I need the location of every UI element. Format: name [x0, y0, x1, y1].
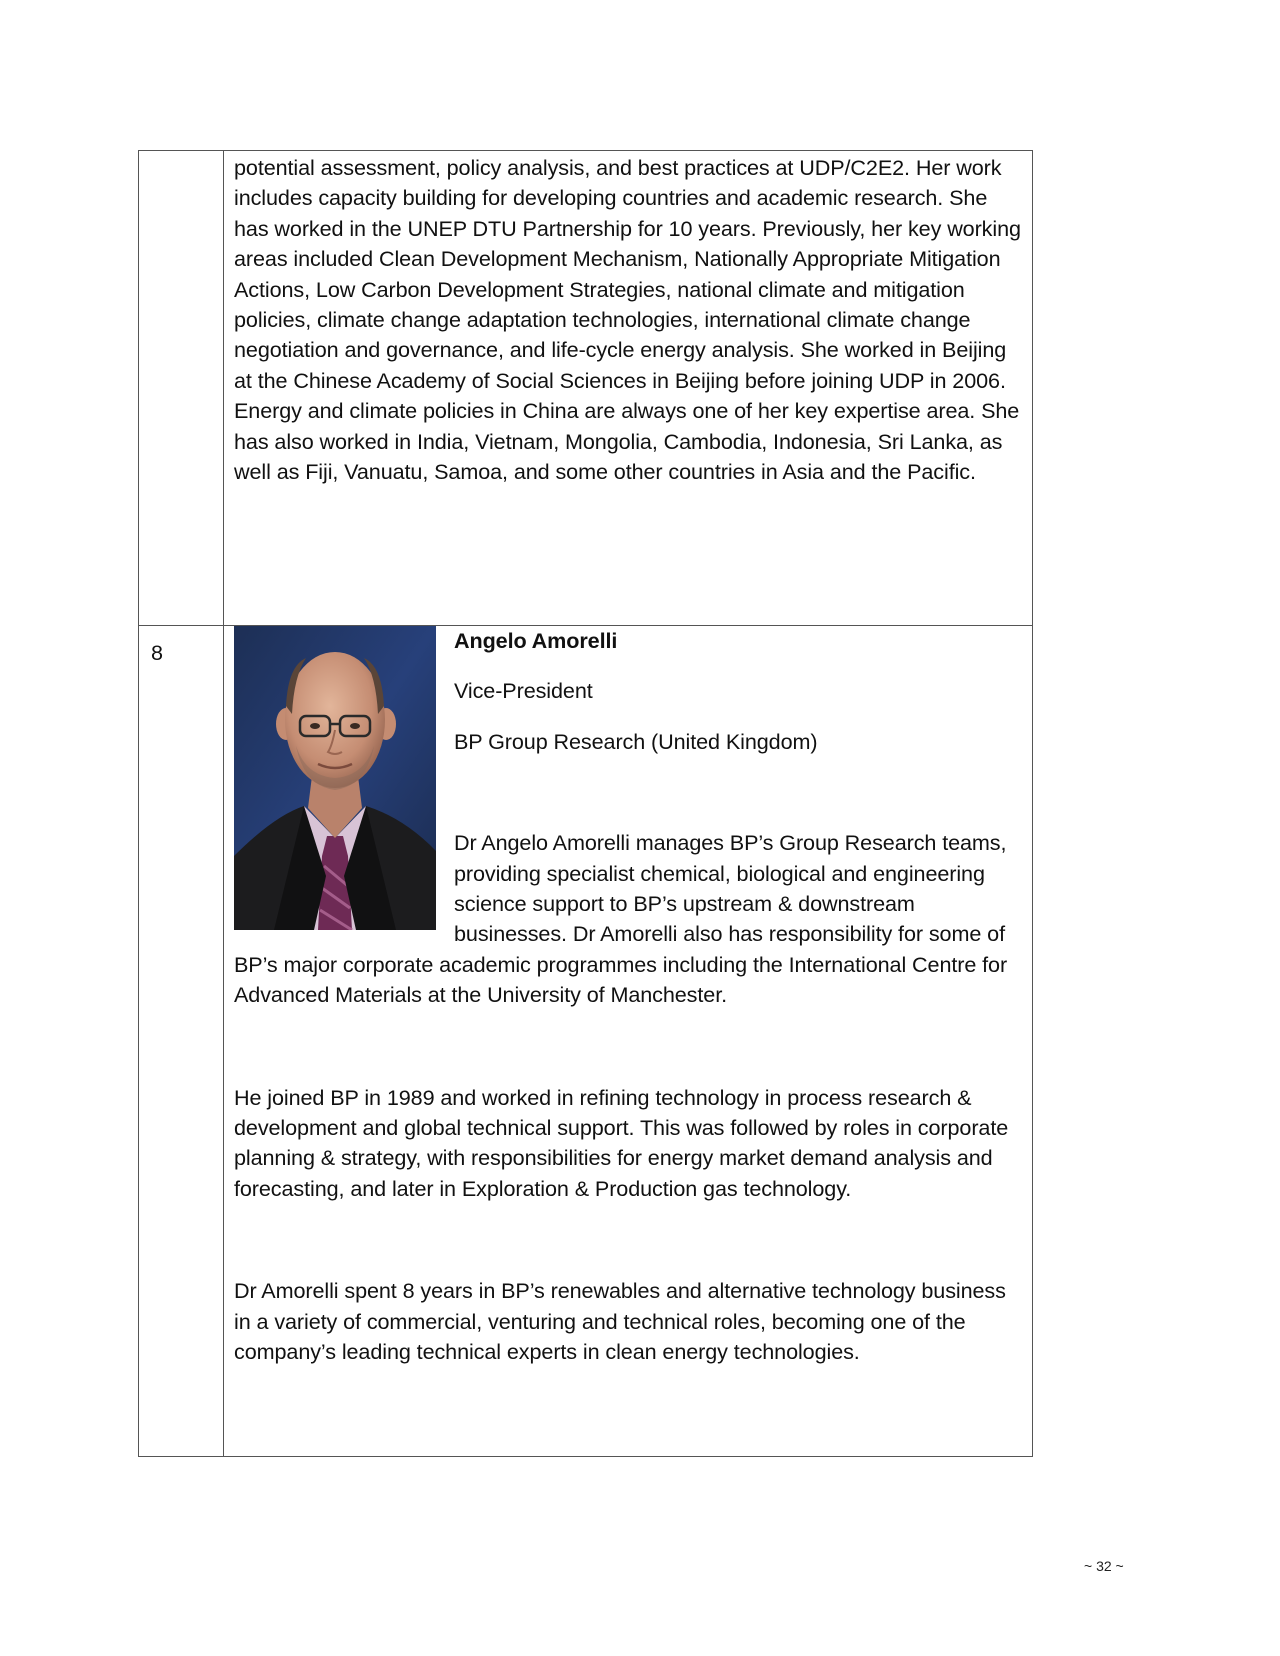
biography-table	[138, 150, 1033, 1457]
person-title: Vice-President	[454, 678, 593, 704]
bio-paragraph: Dr Angelo Amorelli manages BP’s Group Research teams, providing specialist chemical, biological and engineering science support to BP’s upstream & downstream businesses. Dr Amorelli also has responsibility for some of BP’s major corporate academic programmes including the International Centre for Advanced Materials at the University of Manchester.	[234, 830, 1008, 1008]
portrait-photo	[234, 626, 436, 930]
person-organization: BP Group Research (United Kingdom)	[454, 728, 818, 754]
person-name: Angelo Amorelli	[454, 628, 618, 653]
row-number	[139, 151, 223, 163]
row-number-cell	[139, 626, 224, 1457]
bio-paragraph: He joined BP in 1989 and worked in refining technology in process research & development and global technical support. This was followed by roles in corporate planning & strategy, with responsibilities for energy market demand analysis and forecasting, and later in Exploration & Production gas technology.	[234, 1084, 1009, 1201]
bio-cell	[224, 151, 1033, 626]
table-row	[139, 151, 1033, 626]
row-number-cell	[139, 151, 224, 626]
bio-paragraph: Dr Amorelli spent 8 years in BP’s renewables and alternative technology business in a variety of commercial, venturing and technical roles, becoming one of the company’s leading technical experts in clean energy technologies.	[234, 1278, 1006, 1365]
row-number: 8	[151, 640, 163, 665]
continued-bio-text: potential assessment, policy analysis, and best practices at UDP/C2E2. Her work includes capacity building for developing countries and academic research. She has worked in the UNEP DTU Partnership for 10 years. Previously, her key working areas included Clean Development Mechanism, Nationally Appropriate Mitigation Actions, Low Carbon Development Strategies, national climate and mitigation policies, climate change adaptation technologies, international climate change negotiation and governance, and life-cycle energy analysis. She worked in Beijing at the Chinese Academy of Social Sciences in Beijing before joining UDP in 2006. Energy and climate policies in China are always one of her key expertise area. She has also worked in India, Vietnam, Mongolia, Cambodia, Indonesia, Sri Lanka, as well as Fiji, Vanuatu, Samoa, and some other countries in Asia and the Pacific.	[234, 155, 1021, 485]
bio-cell	[224, 626, 1033, 1457]
page-number: ~ 32 ~	[1084, 1558, 1124, 1574]
table-row	[139, 626, 1033, 1457]
